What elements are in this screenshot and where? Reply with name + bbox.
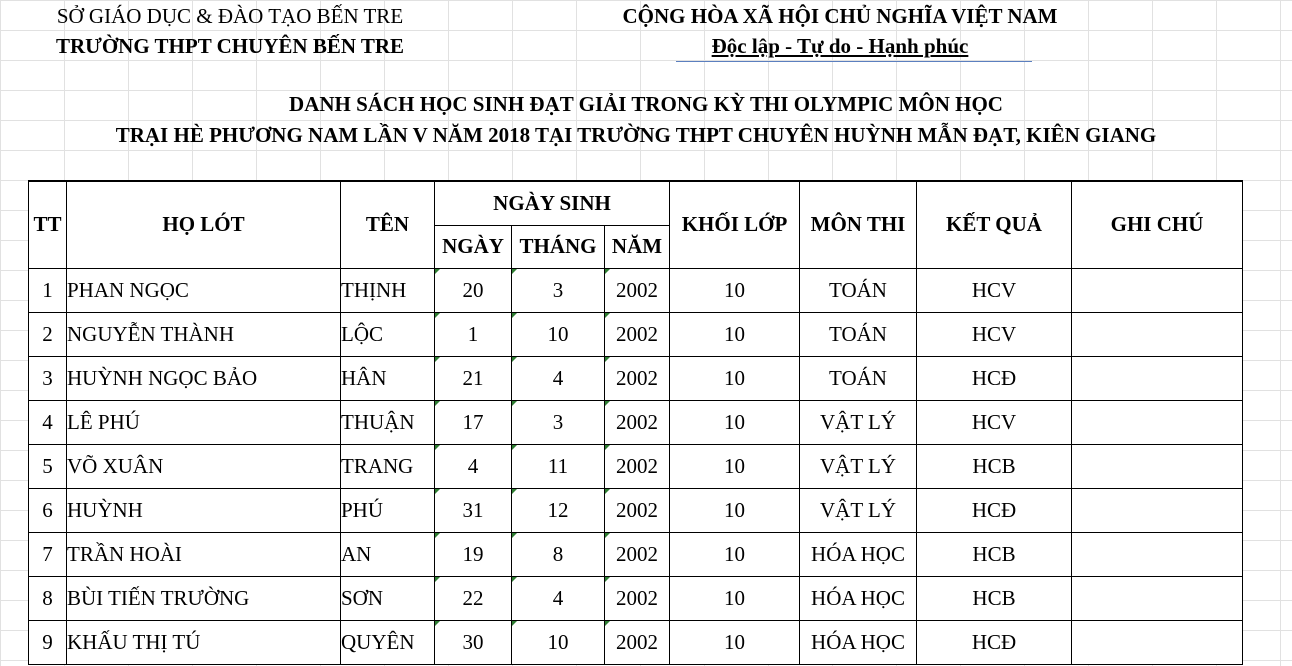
- cell-ten[interactable]: HÂN: [341, 356, 435, 400]
- cell-tt[interactable]: 2: [29, 312, 67, 356]
- cell-tt[interactable]: 1: [29, 268, 67, 312]
- cell-ten[interactable]: AN: [341, 532, 435, 576]
- cell-ngay[interactable]: 1: [435, 312, 512, 356]
- col-header-ngay-sinh: NGÀY SINH: [435, 181, 670, 225]
- nation-name: CỘNG HÒA XÃ HỘI CHỦ NGHĨA VIỆT NAM: [622, 4, 1058, 28]
- cell-tt[interactable]: 7: [29, 532, 67, 576]
- cell-ho-lot[interactable]: BÙI TIẾN TRƯỜNG: [67, 576, 341, 620]
- col-header-ho-lot: HỌ LÓT: [67, 181, 341, 268]
- table-row: [29, 620, 1243, 664]
- cell-ghi-chu[interactable]: [1072, 488, 1243, 532]
- cell-thang[interactable]: 10: [512, 620, 605, 664]
- table-row: [29, 356, 1243, 400]
- col-header-ket-qua: KẾT QUẢ: [917, 181, 1072, 268]
- cell-ket-qua[interactable]: HCV: [917, 312, 1072, 356]
- cell-ho-lot[interactable]: KHẤU THỊ TÚ: [67, 620, 341, 664]
- cell-ngay[interactable]: 31: [435, 488, 512, 532]
- cell-thang[interactable]: 12: [512, 488, 605, 532]
- col-header-thang: THÁNG: [512, 225, 605, 268]
- cell-ghi-chu[interactable]: [1072, 400, 1243, 444]
- cell-ho-lot[interactable]: HUỲNH NGỌC BẢO: [67, 356, 341, 400]
- cell-mon-thi[interactable]: TOÁN: [800, 268, 917, 312]
- cell-khoi-lop[interactable]: 10: [670, 312, 800, 356]
- cell-ten[interactable]: THUẬN: [341, 400, 435, 444]
- cell-ho-lot[interactable]: TRẦN HOÀI: [67, 532, 341, 576]
- table-row: [29, 488, 1243, 532]
- cell-khoi-lop[interactable]: 10: [670, 400, 800, 444]
- col-header-mon-thi: MÔN THI: [800, 181, 917, 268]
- cell-nam[interactable]: 2002: [605, 532, 670, 576]
- cell-thang[interactable]: 3: [512, 268, 605, 312]
- cell-tt[interactable]: 9: [29, 620, 67, 664]
- cell-ghi-chu[interactable]: [1072, 268, 1243, 312]
- cell-ten[interactable]: QUYÊN: [341, 620, 435, 664]
- cell-mon-thi[interactable]: HÓA HỌC: [800, 576, 917, 620]
- col-header-ngay: NGÀY: [435, 225, 512, 268]
- col-header-nam: NĂM: [605, 225, 670, 268]
- cell-ket-qua[interactable]: HCĐ: [917, 356, 1072, 400]
- cell-ghi-chu[interactable]: [1072, 576, 1243, 620]
- cell-ngay[interactable]: 22: [435, 576, 512, 620]
- cell-khoi-lop[interactable]: 10: [670, 532, 800, 576]
- department-name: SỞ GIÁO DỤC & ĐÀO TẠO BẾN TRE: [56, 4, 404, 28]
- cell-ngay[interactable]: 19: [435, 532, 512, 576]
- col-header-ten: TÊN: [341, 181, 435, 268]
- col-header-ghi-chu: GHI CHÚ: [1072, 181, 1243, 268]
- cell-ho-lot[interactable]: PHAN NGỌC: [67, 268, 341, 312]
- cell-ket-qua[interactable]: HCB: [917, 576, 1072, 620]
- cell-ket-qua[interactable]: HCV: [917, 268, 1072, 312]
- cell-ngay[interactable]: 21: [435, 356, 512, 400]
- cell-ngay[interactable]: 20: [435, 268, 512, 312]
- awards-table: [28, 180, 1243, 665]
- cell-ten[interactable]: SƠN: [341, 576, 435, 620]
- cell-ten[interactable]: LỘC: [341, 312, 435, 356]
- cell-tt[interactable]: 6: [29, 488, 67, 532]
- motto-divider: [676, 61, 1032, 62]
- cell-thang[interactable]: 11: [512, 444, 605, 488]
- cell-ten[interactable]: THỊNH: [341, 268, 435, 312]
- cell-tt[interactable]: 5: [29, 444, 67, 488]
- cell-mon-thi[interactable]: VẬT LÝ: [800, 444, 917, 488]
- cell-ho-lot[interactable]: VÕ XUÂN: [67, 444, 341, 488]
- cell-thang[interactable]: 4: [512, 576, 605, 620]
- table-row: [29, 268, 1243, 312]
- cell-nam[interactable]: 2002: [605, 620, 670, 664]
- col-header-khoi-lop: KHỐI LỚP: [670, 181, 800, 268]
- school-name: TRƯỜNG THPT CHUYÊN BẾN TRE: [55, 34, 405, 58]
- cell-ghi-chu[interactable]: [1072, 444, 1243, 488]
- cell-ten[interactable]: TRANG: [341, 444, 435, 488]
- cell-thang[interactable]: 3: [512, 400, 605, 444]
- cell-nam[interactable]: 2002: [605, 488, 670, 532]
- table-row: [29, 400, 1243, 444]
- cell-ho-lot[interactable]: LÊ PHÚ: [67, 400, 341, 444]
- cell-mon-thi[interactable]: VẬT LÝ: [800, 488, 917, 532]
- cell-nam[interactable]: 2002: [605, 576, 670, 620]
- cell-mon-thi[interactable]: HÓA HỌC: [800, 532, 917, 576]
- cell-ket-qua[interactable]: HCĐ: [917, 488, 1072, 532]
- cell-ghi-chu[interactable]: [1072, 356, 1243, 400]
- cell-ghi-chu[interactable]: [1072, 532, 1243, 576]
- cell-ho-lot[interactable]: HUỲNH: [67, 488, 341, 532]
- cell-khoi-lop[interactable]: 10: [670, 356, 800, 400]
- document-title-line2: TRẠI HÈ PHƯƠNG NAM LẦN V NĂM 2018 TẠI TRƯỜNG THPT CHUYÊN HUỲNH MẪN ĐẠT, KIÊN GIANG: [115, 123, 1157, 147]
- document-title-line1: DANH SÁCH HỌC SINH ĐẠT GIẢI TRONG KỲ THI OLYMPIC MÔN HỌC: [289, 92, 1003, 116]
- table-row: [29, 444, 1243, 488]
- cell-mon-thi[interactable]: HÓA HỌC: [800, 620, 917, 664]
- national-motto: Độc lập - Tự do - Hạnh phúc: [711, 34, 969, 58]
- cell-ghi-chu[interactable]: [1072, 312, 1243, 356]
- cell-mon-thi[interactable]: TOÁN: [800, 312, 917, 356]
- cell-ket-qua[interactable]: HCV: [917, 400, 1072, 444]
- cell-mon-thi[interactable]: VẬT LÝ: [800, 400, 917, 444]
- cell-tt[interactable]: 4: [29, 400, 67, 444]
- cell-nam[interactable]: 2002: [605, 444, 670, 488]
- cell-khoi-lop[interactable]: 10: [670, 620, 800, 664]
- table-row: [29, 576, 1243, 620]
- cell-nam[interactable]: 2002: [605, 356, 670, 400]
- cell-ket-qua[interactable]: HCĐ: [917, 620, 1072, 664]
- cell-ngay[interactable]: 4: [435, 444, 512, 488]
- cell-thang[interactable]: 4: [512, 356, 605, 400]
- cell-tt[interactable]: 3: [29, 356, 67, 400]
- cell-ket-qua[interactable]: HCB: [917, 444, 1072, 488]
- table-row: [29, 532, 1243, 576]
- cell-ho-lot[interactable]: NGUYỄN THÀNH: [67, 312, 341, 356]
- cell-nam[interactable]: 2002: [605, 268, 670, 312]
- cell-thang[interactable]: 10: [512, 312, 605, 356]
- cell-nam[interactable]: 2002: [605, 312, 670, 356]
- cell-ten[interactable]: PHÚ: [341, 488, 435, 532]
- cell-ghi-chu[interactable]: [1072, 620, 1243, 664]
- cell-ngay[interactable]: 17: [435, 400, 512, 444]
- cell-nam[interactable]: 2002: [605, 400, 670, 444]
- cell-khoi-lop[interactable]: 10: [670, 576, 800, 620]
- cell-ngay[interactable]: 30: [435, 620, 512, 664]
- cell-mon-thi[interactable]: TOÁN: [800, 356, 917, 400]
- cell-khoi-lop[interactable]: 10: [670, 444, 800, 488]
- cell-tt[interactable]: 8: [29, 576, 67, 620]
- col-header-tt: TT: [29, 181, 67, 268]
- table-row: [29, 312, 1243, 356]
- cell-khoi-lop[interactable]: 10: [670, 268, 800, 312]
- cell-ket-qua[interactable]: HCB: [917, 532, 1072, 576]
- cell-khoi-lop[interactable]: 10: [670, 488, 800, 532]
- cell-thang[interactable]: 8: [512, 532, 605, 576]
